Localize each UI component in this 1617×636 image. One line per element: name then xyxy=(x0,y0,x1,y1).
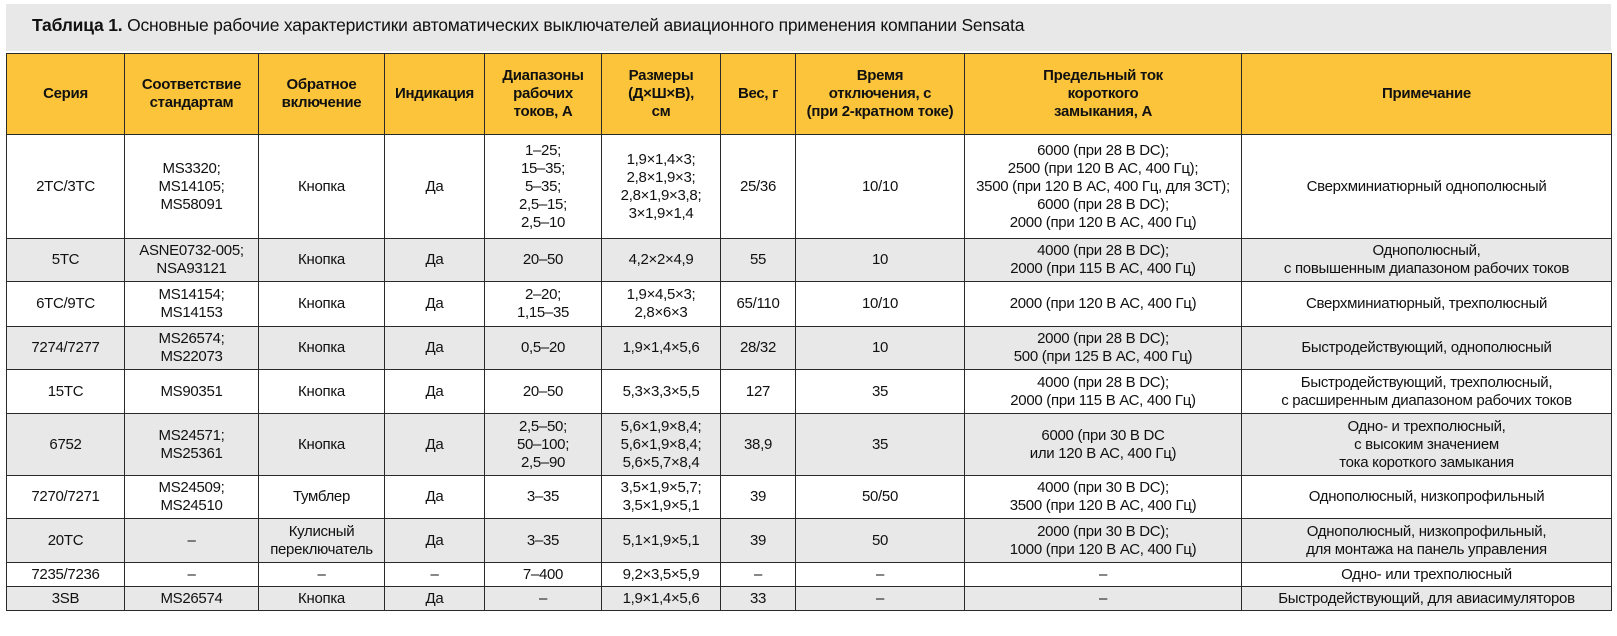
cell-line: 2,5–50; xyxy=(519,417,567,435)
cell-line: 5–35; xyxy=(524,177,562,195)
cell-indication xyxy=(385,327,485,370)
cell-line: Да xyxy=(425,589,444,607)
cell-reset-type xyxy=(259,476,385,519)
header-line: см xyxy=(651,103,671,120)
cell-line: тока короткого замыкания xyxy=(1339,453,1514,471)
cell-line: Кнопка xyxy=(298,382,345,400)
cell-line: 55 xyxy=(749,251,767,268)
cell-line: MS3320; xyxy=(162,159,221,177)
header-line: (при 2-кратном токе) xyxy=(806,103,954,120)
cell-line: Да xyxy=(425,177,444,195)
header-line: Серия xyxy=(43,85,88,102)
cell-line: 2000 (при 30 В DC); xyxy=(1037,522,1169,540)
cell-line: Да xyxy=(425,339,444,356)
cell-trip-time xyxy=(796,370,965,414)
cell-indication xyxy=(385,587,485,611)
cell-short-circuit-current xyxy=(965,476,1242,519)
cell-line: 2000 (при 28 В DC); xyxy=(1037,330,1169,347)
cell-indication xyxy=(385,135,485,239)
cell-current-ranges xyxy=(485,370,602,414)
cell-current-ranges xyxy=(485,327,602,370)
cell-reset-type xyxy=(259,239,385,282)
cell-line: 35 xyxy=(871,382,889,400)
cell-line: 3500 (при 120 В АС, 400 Гц) xyxy=(1009,497,1197,514)
cell-weight xyxy=(721,370,796,414)
header-line: рабочих xyxy=(513,85,573,102)
cell-reset-type xyxy=(259,563,385,587)
cell-indication xyxy=(385,519,485,563)
cell-line: 1,9×1,4×3; xyxy=(626,150,696,168)
cell-standards xyxy=(125,519,259,563)
cell-line: 50/50 xyxy=(861,488,899,505)
cell-line: 6TC/9TC xyxy=(36,295,95,312)
cell-series xyxy=(7,282,125,327)
cell-line: – xyxy=(187,531,196,549)
cell-line: – xyxy=(538,589,548,607)
cell-line: 2,5–15; xyxy=(519,195,567,213)
cell-line: Кнопка xyxy=(298,295,345,312)
cell-series xyxy=(7,587,125,611)
cell-note xyxy=(1242,519,1612,563)
header-line: Обратное xyxy=(286,76,357,93)
cell-line: для монтажа на панель управления xyxy=(1306,540,1547,558)
cell-line: 6000 (при 28 В DC); xyxy=(1037,195,1169,213)
cell-note xyxy=(1242,135,1612,239)
cell-line: Кнопка xyxy=(298,435,345,453)
header-line: включение xyxy=(281,94,362,111)
cell-line: Да xyxy=(425,295,444,312)
cell-current-ranges xyxy=(485,282,602,327)
cell-reset-type xyxy=(259,587,385,611)
cell-series xyxy=(7,239,125,282)
header-line: короткого xyxy=(1067,85,1139,102)
cell-current-ranges xyxy=(485,414,602,476)
cell-dimensions xyxy=(602,414,721,476)
caption-label: Таблица 1. xyxy=(32,15,123,35)
cell-weight xyxy=(721,327,796,370)
cell-line: 0,5–20 xyxy=(520,339,566,356)
cell-line: Да xyxy=(425,435,444,453)
cell-line: 500 (при 125 В АС, 400 Гц) xyxy=(1013,348,1193,365)
header-line: токов, А xyxy=(513,103,573,120)
cell-weight xyxy=(721,476,796,519)
table-row xyxy=(7,414,1612,476)
header-line: Размеры xyxy=(628,67,694,84)
cell-line: 5,6×1,9×8,4; xyxy=(620,417,702,435)
table-row xyxy=(7,370,1612,414)
cell-line: – xyxy=(1098,565,1108,583)
cell-trip-time xyxy=(796,519,965,563)
cell-dimensions xyxy=(602,519,721,563)
cell-line: 2,5–90 xyxy=(520,453,566,471)
cell-line: 15TC xyxy=(47,382,84,400)
header-indication xyxy=(385,54,485,135)
cell-current-ranges xyxy=(485,239,602,282)
header-line: Вес, г xyxy=(737,85,779,102)
cell-line: Однополюсный, xyxy=(1372,242,1481,259)
cell-indication xyxy=(385,282,485,327)
cell-line: 38,9 xyxy=(744,435,772,453)
table-caption xyxy=(6,4,1611,51)
cell-line: MS26574 xyxy=(160,589,223,607)
cell-line: 10/10 xyxy=(861,295,899,312)
header-trip-time xyxy=(796,54,965,135)
header-standards xyxy=(125,54,259,135)
header-weight xyxy=(721,54,796,135)
header-note xyxy=(1242,54,1612,135)
cell-line: – xyxy=(1098,589,1108,607)
cell-dimensions xyxy=(602,282,721,327)
specs-table xyxy=(6,53,1612,611)
cell-line: 1,15–35 xyxy=(516,304,570,321)
cell-line: Одно- или трехполюсный xyxy=(1341,565,1512,583)
cell-line: 6000 (при 28 В DC); xyxy=(1037,141,1169,159)
cell-series xyxy=(7,135,125,239)
cell-short-circuit-current xyxy=(965,519,1242,563)
cell-line: 2000 (при 120 В АС, 400 Гц) xyxy=(1009,213,1197,231)
cell-indication xyxy=(385,414,485,476)
cell-line: 15–35; xyxy=(520,159,566,177)
cell-line: Одно- и трехполюсный, xyxy=(1347,417,1506,435)
cell-trip-time xyxy=(796,587,965,611)
header-line: отключения, с xyxy=(828,85,932,102)
cell-line: – xyxy=(875,589,885,607)
cell-line: Да xyxy=(425,531,444,549)
cell-standards xyxy=(125,476,259,519)
cell-line: 3×1,9×1,4 xyxy=(628,204,694,222)
cell-reset-type xyxy=(259,414,385,476)
cell-reset-type xyxy=(259,519,385,563)
cell-note xyxy=(1242,239,1612,282)
cell-standards xyxy=(125,563,259,587)
cell-line: 20TC xyxy=(47,531,84,549)
cell-line: 2,8×1,9×3,8; xyxy=(620,186,702,204)
cell-dimensions xyxy=(602,239,721,282)
cell-line: 7274/7277 xyxy=(31,339,100,356)
header-current-ranges xyxy=(485,54,602,135)
cell-short-circuit-current xyxy=(965,282,1242,327)
cell-line: 65/110 xyxy=(736,295,780,312)
cell-line: MS90351 xyxy=(160,382,223,400)
cell-line: Тумблер xyxy=(292,488,351,505)
cell-dimensions xyxy=(602,587,721,611)
cell-line: Кнопка xyxy=(298,339,345,356)
table-row xyxy=(7,282,1612,327)
cell-weight xyxy=(721,563,796,587)
cell-line: Да xyxy=(425,488,444,505)
cell-line: 2000 (при 115 В АС, 400 Гц) xyxy=(1010,391,1196,409)
cell-line: 3SB xyxy=(51,589,80,607)
cell-line: MS24571; xyxy=(158,426,225,444)
table-row xyxy=(7,587,1612,611)
cell-note xyxy=(1242,370,1612,414)
cell-line: Сверхминиатюрный, трехполюсный xyxy=(1305,295,1548,312)
cell-weight xyxy=(721,282,796,327)
header-line: Предельный ток xyxy=(1043,67,1163,84)
cell-line: 9,2×3,5×5,9 xyxy=(622,565,700,583)
cell-line: MS14153 xyxy=(160,304,223,321)
cell-line: с повышенным диапазоном рабочих токов xyxy=(1283,260,1570,277)
cell-line: Однополюсный, низкопрофильный, xyxy=(1306,522,1547,540)
cell-dimensions xyxy=(602,370,721,414)
header-line: замыкания, А xyxy=(1054,103,1152,120)
cell-reset-type xyxy=(259,135,385,239)
cell-weight xyxy=(721,519,796,563)
cell-line: 20–50 xyxy=(522,251,564,268)
cell-line: Кнопка xyxy=(298,589,345,607)
cell-current-ranges xyxy=(485,519,602,563)
header-line: Диапазоны xyxy=(502,67,584,84)
cell-standards xyxy=(125,135,259,239)
cell-dimensions xyxy=(602,476,721,519)
cell-short-circuit-current xyxy=(965,239,1242,282)
cell-line: 2–20; xyxy=(524,286,562,303)
cell-line: MS58091 xyxy=(160,195,223,213)
cell-line: Быстродействующий, для авиасимуляторов xyxy=(1278,589,1575,607)
cell-line: MS14105; xyxy=(158,177,225,195)
cell-line: или 120 В АС, 400 Гц) xyxy=(1029,444,1177,462)
cell-standards xyxy=(125,327,259,370)
cell-trip-time xyxy=(796,414,965,476)
cell-line: Кнопка xyxy=(298,251,345,268)
header-row xyxy=(7,54,1612,135)
caption-text: Основные рабочие характеристики автоматических выключателей авиационного применения компании Sensata xyxy=(122,15,1025,35)
cell-series xyxy=(7,414,125,476)
cell-line: Кулисный xyxy=(288,522,355,540)
cell-line: 2000 (при 115 В АС, 400 Гц) xyxy=(1010,260,1196,277)
cell-line: 35 xyxy=(871,435,889,453)
cell-line: Да xyxy=(425,251,444,268)
header-dimensions xyxy=(602,54,721,135)
cell-series xyxy=(7,476,125,519)
cell-line: MS14154; xyxy=(158,286,225,303)
cell-line: 1000 (при 120 В АС, 400 Гц) xyxy=(1009,540,1197,558)
cell-weight xyxy=(721,239,796,282)
cell-line: 2,5–10 xyxy=(520,213,566,231)
cell-trip-time xyxy=(796,239,965,282)
cell-line: 5TC xyxy=(51,251,80,268)
cell-line: 20–50 xyxy=(522,382,564,400)
cell-line: 5,6×5,7×8,4 xyxy=(622,453,700,471)
cell-line: с высоким значением xyxy=(1354,435,1499,453)
header-short-circuit-current xyxy=(965,54,1242,135)
cell-note xyxy=(1242,476,1612,519)
cell-line: 127 xyxy=(745,382,771,400)
header-line: Примечание xyxy=(1382,85,1471,102)
cell-line: 6000 (при 30 В DC xyxy=(1041,426,1165,444)
cell-trip-time xyxy=(796,476,965,519)
cell-current-ranges xyxy=(485,587,602,611)
cell-line: 3500 (при 120 В АС, 400 Гц, для 3СТ); xyxy=(976,177,1230,195)
cell-line: MS22073 xyxy=(160,348,223,365)
cell-note xyxy=(1242,282,1612,327)
cell-series xyxy=(7,563,125,587)
cell-indication xyxy=(385,476,485,519)
table-body xyxy=(7,135,1612,611)
cell-current-ranges xyxy=(485,476,602,519)
cell-line: 2,8×6×3 xyxy=(634,304,688,321)
cell-line: 3–35 xyxy=(526,488,560,505)
cell-line: – xyxy=(317,565,326,583)
cell-line: 10/10 xyxy=(861,177,899,195)
cell-line: MS26574; xyxy=(158,330,225,347)
cell-line: Кнопка xyxy=(298,177,345,195)
header-line: Соответствие xyxy=(141,76,242,93)
header-reset-type xyxy=(259,54,385,135)
cell-short-circuit-current xyxy=(965,414,1242,476)
cell-dimensions xyxy=(602,563,721,587)
cell-line: 5,1×1,9×5,1 xyxy=(622,531,700,549)
cell-line: 25/36 xyxy=(739,177,777,195)
cell-trip-time xyxy=(796,327,965,370)
cell-line: Быстродействующий, трехполюсный, xyxy=(1300,373,1553,391)
cell-line: 10 xyxy=(871,251,889,268)
cell-dimensions xyxy=(602,327,721,370)
header-line: Время xyxy=(856,67,904,84)
cell-line: 39 xyxy=(749,531,767,549)
table-row xyxy=(7,476,1612,519)
cell-note xyxy=(1242,414,1612,476)
cell-line: 2500 (при 120 В АС, 400 Гц); xyxy=(1007,159,1199,177)
header-line: стандартам xyxy=(149,94,234,111)
header-line: Индикация xyxy=(395,85,474,102)
cell-short-circuit-current xyxy=(965,563,1242,587)
cell-weight xyxy=(721,414,796,476)
cell-line: 1,9×1,4×5,6 xyxy=(622,339,700,356)
cell-reset-type xyxy=(259,370,385,414)
cell-line: 50–100; xyxy=(516,435,570,453)
cell-series xyxy=(7,370,125,414)
cell-indication xyxy=(385,239,485,282)
cell-current-ranges xyxy=(485,135,602,239)
cell-line: 5,3×3,3×5,5 xyxy=(622,382,700,400)
cell-line: с расширенным диапазоном рабочих токов xyxy=(1281,391,1572,409)
cell-line: 7235/7236 xyxy=(31,565,100,583)
cell-line: 3,5×1,9×5,7; xyxy=(620,479,702,496)
cell-line: 2TC/3TC xyxy=(36,177,95,195)
cell-line: 50 xyxy=(871,531,889,549)
cell-line: 5,6×1,9×8,4; xyxy=(620,435,702,453)
cell-reset-type xyxy=(259,282,385,327)
cell-standards xyxy=(125,370,259,414)
cell-indication xyxy=(385,370,485,414)
cell-line: 39 xyxy=(749,488,767,505)
cell-line: 10 xyxy=(871,339,889,356)
cell-short-circuit-current xyxy=(965,370,1242,414)
cell-line: – xyxy=(753,565,763,583)
header-series xyxy=(7,54,125,135)
cell-trip-time xyxy=(796,282,965,327)
cell-series xyxy=(7,519,125,563)
cell-current-ranges xyxy=(485,563,602,587)
cell-short-circuit-current xyxy=(965,587,1242,611)
cell-short-circuit-current xyxy=(965,135,1242,239)
header-line: (Д×Ш×В), xyxy=(628,85,694,102)
table-row xyxy=(7,327,1612,370)
cell-standards xyxy=(125,587,259,611)
cell-line: MS24510 xyxy=(160,497,223,514)
cell-note xyxy=(1242,327,1612,370)
table-row xyxy=(7,563,1612,587)
cell-line: Однополюсный, низкопрофильный xyxy=(1308,488,1545,505)
cell-line: 3–35 xyxy=(526,531,560,549)
cell-trip-time xyxy=(796,563,965,587)
cell-line: Быстродействующий, однополюсный xyxy=(1301,339,1552,356)
cell-line: 33 xyxy=(749,589,767,607)
cell-line: Да xyxy=(425,382,444,400)
cell-line: 28/32 xyxy=(739,339,777,356)
cell-series xyxy=(7,327,125,370)
cell-line: 2000 (при 120 В АС, 400 Гц) xyxy=(1009,295,1197,312)
cell-indication xyxy=(385,563,485,587)
cell-line: 4,2×2×4,9 xyxy=(628,251,694,268)
cell-standards xyxy=(125,414,259,476)
cell-line: MS25361 xyxy=(160,444,223,462)
cell-line: 7–400 xyxy=(522,565,564,583)
cell-line: Сверхминиатюрный однополюсный xyxy=(1306,177,1547,195)
cell-line: 4000 (при 30 В DC); xyxy=(1037,479,1169,496)
cell-line: – xyxy=(187,565,196,583)
table-row xyxy=(7,135,1612,239)
cell-line: 7270/7271 xyxy=(31,488,100,505)
cell-note xyxy=(1242,563,1612,587)
table-row xyxy=(7,519,1612,563)
cell-note xyxy=(1242,587,1612,611)
cell-weight xyxy=(721,135,796,239)
cell-line: переключатель xyxy=(270,540,373,558)
cell-line: 1–25; xyxy=(524,141,562,159)
cell-standards xyxy=(125,239,259,282)
cell-line: 4000 (при 28 В DC); xyxy=(1037,242,1169,259)
cell-line: NSA93121 xyxy=(156,260,227,277)
cell-line: 1,9×4,5×3; xyxy=(626,286,696,303)
cell-line: 3,5×1,9×5,1 xyxy=(622,497,700,514)
cell-line: 1,9×1,4×5,6 xyxy=(622,589,700,607)
cell-line: – xyxy=(430,565,439,583)
cell-line: ASNE0732-005; xyxy=(139,242,244,259)
cell-line: MS24509; xyxy=(158,479,225,496)
cell-weight xyxy=(721,587,796,611)
cell-short-circuit-current xyxy=(965,327,1242,370)
cell-reset-type xyxy=(259,327,385,370)
cell-trip-time xyxy=(796,135,965,239)
cell-line: 6752 xyxy=(49,435,82,453)
table-row xyxy=(7,239,1612,282)
cell-line: 2,8×1,9×3; xyxy=(626,168,696,186)
cell-dimensions xyxy=(602,135,721,239)
cell-line: 4000 (при 28 В DC); xyxy=(1037,373,1169,391)
cell-standards xyxy=(125,282,259,327)
cell-line: – xyxy=(875,565,885,583)
